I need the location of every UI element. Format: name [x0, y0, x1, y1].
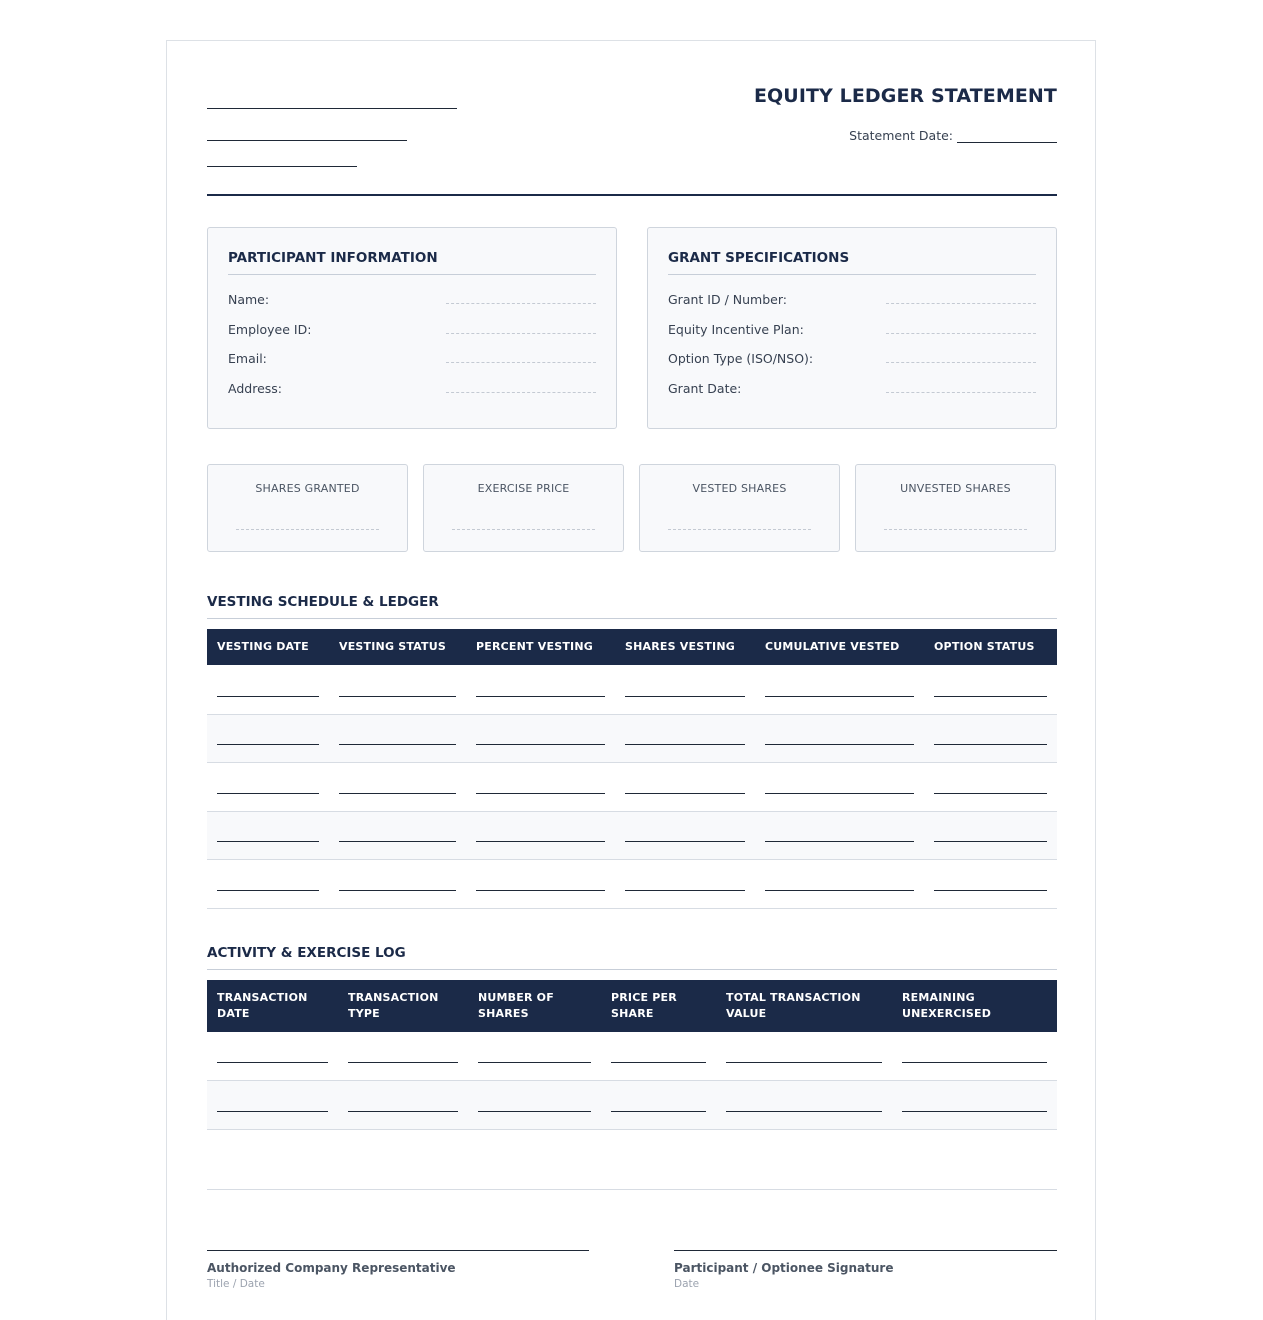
table-cell-field[interactable]	[339, 793, 456, 794]
table-cell-field[interactable]	[625, 696, 745, 697]
header-rule	[207, 194, 1057, 196]
table-cell-field[interactable]	[765, 696, 914, 697]
activity-section-title: ACTIVITY & EXERCISE LOG	[207, 945, 1057, 970]
table-cell-field[interactable]	[217, 793, 319, 794]
table-cell-field[interactable]	[726, 1111, 882, 1112]
table-cell-field[interactable]	[625, 841, 745, 842]
table-cell-field[interactable]	[611, 1111, 706, 1112]
stat-label: SHARES GRANTED	[255, 482, 360, 495]
table-cell-field[interactable]	[339, 890, 456, 891]
field-label: Grant Date:	[668, 381, 742, 396]
column-header: SHARES VESTING	[615, 629, 755, 665]
table-row	[207, 714, 1057, 762]
column-header: NUMBER OF SHARES	[468, 980, 601, 1032]
vesting-section-title: VESTING SCHEDULE & LEDGER	[207, 594, 1057, 619]
column-header: PERCENT VESTING	[466, 629, 615, 665]
field-label: Employee ID:	[228, 322, 312, 337]
participant-email-input[interactable]	[446, 362, 596, 363]
stat-label: EXERCISE PRICE	[477, 482, 570, 495]
participant-information-title: PARTICIPANT INFORMATION	[228, 250, 596, 275]
signature-divider	[207, 1189, 1057, 1190]
column-header: REMAINING UNEXERCISED	[892, 980, 1057, 1032]
table-cell-field[interactable]	[934, 793, 1047, 794]
document-page	[166, 40, 1096, 1320]
column-header: VESTING DATE	[207, 629, 329, 665]
table-cell-field[interactable]	[217, 696, 319, 697]
statement-date	[849, 128, 1057, 143]
column-header: PRICE PER SHARE	[601, 980, 716, 1032]
table-cell-field[interactable]	[476, 890, 605, 891]
grant-date-input[interactable]	[886, 392, 1036, 393]
company-signature-line[interactable]	[207, 1250, 589, 1251]
option-type-input[interactable]	[886, 362, 1036, 363]
table-cell-field[interactable]	[217, 890, 319, 891]
table-cell-field[interactable]	[339, 744, 456, 745]
exercise-price-input[interactable]	[452, 529, 595, 530]
column-header: OPTION STATUS	[924, 629, 1057, 665]
table-row	[207, 859, 1057, 908]
participant-name-field	[228, 292, 596, 314]
shares-granted-input[interactable]	[236, 529, 379, 530]
table-cell-field[interactable]	[476, 696, 605, 697]
table-cell-field[interactable]	[476, 841, 605, 842]
field-label: Address:	[228, 381, 282, 396]
table-cell-field[interactable]	[765, 841, 914, 842]
table-cell-field[interactable]	[339, 696, 456, 697]
field-label: Option Type (ISO/NSO):	[668, 351, 814, 366]
vesting-table-header	[207, 629, 1057, 665]
exercise-price-box	[423, 464, 624, 552]
vested-shares-input[interactable]	[668, 529, 811, 530]
table-cell-field[interactable]	[478, 1111, 591, 1112]
table-cell-field[interactable]	[348, 1062, 458, 1063]
participant-employee-id-input[interactable]	[446, 333, 596, 334]
participant-signature-line[interactable]	[674, 1250, 1057, 1251]
grant-specifications-card	[647, 227, 1057, 429]
table-cell-field[interactable]	[765, 793, 914, 794]
table-cell-field[interactable]	[934, 890, 1047, 891]
option-type-field	[668, 351, 1036, 373]
table-cell-field[interactable]	[217, 841, 319, 842]
participant-employee-id-field	[228, 322, 596, 344]
table-cell-field[interactable]	[476, 793, 605, 794]
field-label: Name:	[228, 292, 270, 307]
table-cell-field[interactable]	[625, 744, 745, 745]
participant-address-field	[228, 381, 596, 403]
company-signature-sublabel: Title / Date	[207, 1278, 265, 1290]
table-cell-field[interactable]	[611, 1062, 706, 1063]
table-cell-field[interactable]	[217, 1062, 328, 1063]
shares-granted-box	[207, 464, 408, 552]
table-cell-field[interactable]	[902, 1111, 1047, 1112]
field-label: Grant ID / Number:	[668, 292, 787, 307]
table-cell-field[interactable]	[625, 793, 745, 794]
participant-signature-label: Participant / Optionee Signature	[674, 1261, 894, 1275]
field-label: Email:	[228, 351, 267, 366]
company-city-line[interactable]	[207, 166, 357, 167]
grant-specifications-title: GRANT SPECIFICATIONS	[668, 250, 1036, 275]
grant-date-field	[668, 381, 1036, 403]
table-cell-field[interactable]	[934, 744, 1047, 745]
column-header: TRANSACTION DATE	[207, 980, 338, 1032]
table-cell-field[interactable]	[625, 890, 745, 891]
statement-date-field[interactable]	[957, 130, 1057, 143]
table-cell-field[interactable]	[934, 696, 1047, 697]
participant-signature-sublabel: Date	[674, 1278, 700, 1290]
table-cell-field[interactable]	[348, 1111, 458, 1112]
equity-plan-input[interactable]	[886, 333, 1036, 334]
table-row	[207, 811, 1057, 859]
table-cell-field[interactable]	[217, 744, 319, 745]
table-cell-field[interactable]	[476, 744, 605, 745]
stat-label: VESTED SHARES	[692, 482, 787, 495]
grant-id-field	[668, 292, 1036, 314]
activity-table	[207, 980, 1057, 1130]
grant-id-input[interactable]	[886, 303, 1036, 304]
table-cell-field[interactable]	[765, 890, 914, 891]
participant-email-field	[228, 351, 596, 373]
participant-address-input[interactable]	[446, 392, 596, 393]
company-name-line[interactable]	[207, 108, 457, 109]
participant-name-input[interactable]	[446, 303, 596, 304]
table-cell-field[interactable]	[339, 841, 456, 842]
table-cell-field[interactable]	[934, 841, 1047, 842]
column-header: CUMULATIVE VESTED	[755, 629, 924, 665]
table-cell-field[interactable]	[726, 1062, 882, 1063]
vested-shares-box	[639, 464, 840, 552]
participant-information-card	[207, 227, 617, 429]
activity-table-header	[207, 980, 1057, 1032]
table-cell-field[interactable]	[217, 1111, 328, 1112]
equity-plan-field	[668, 322, 1036, 344]
column-header: TOTAL TRANSACTION VALUE	[716, 980, 892, 1032]
stat-label: UNVESTED SHARES	[900, 482, 1011, 495]
table-row	[207, 665, 1057, 714]
company-signature-label: Authorized Company Representative	[207, 1261, 456, 1275]
column-header: VESTING STATUS	[329, 629, 466, 665]
table-row	[207, 762, 1057, 811]
table-cell-field[interactable]	[478, 1062, 591, 1063]
table-cell-field[interactable]	[765, 744, 914, 745]
table-cell-field[interactable]	[902, 1062, 1047, 1063]
company-address-line[interactable]	[207, 140, 407, 141]
column-header: TRANSACTION TYPE	[338, 980, 468, 1032]
statement-date-label: Statement Date:	[849, 128, 953, 143]
unvested-shares-box	[855, 464, 1056, 552]
unvested-shares-input[interactable]	[884, 529, 1027, 530]
table-row	[207, 1032, 1057, 1080]
vesting-table	[207, 629, 1057, 909]
field-label: Equity Incentive Plan:	[668, 322, 804, 337]
table-row	[207, 1080, 1057, 1129]
page-title: EQUITY LEDGER STATEMENT	[753, 85, 1057, 107]
